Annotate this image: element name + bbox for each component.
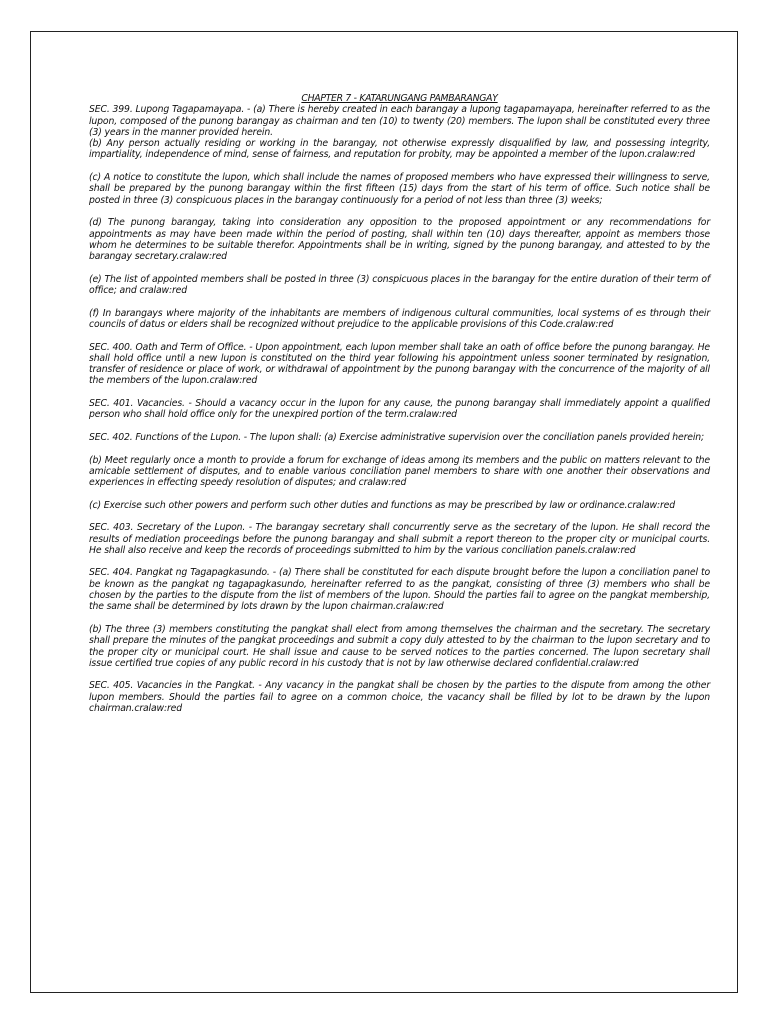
paragraph: (c) Exercise such other powers and perform such other duties and functions as may be prescribed by law or ordinance.cralaw:red [89, 499, 675, 511]
paragraph: (b) The three (3) members constituting the pangkat shall elect from among themselves the chairman and the secretary. The secretary shall prepare the minutes of the pangkat proceedings and submit a copy duly attested to by the chairman to the lupon secretary and to the proper city or municipal court. He shall issue and cause to be served notices to the parties concerned. The lupon secretary shall issue certified true copies of any public record in his custody that is not by law otherwise declared confidential.cralaw:red [89, 623, 710, 669]
paragraph: SEC. 402. Functions of the Lupon. - The lupon shall: (a) Exercise administrative supervision over the conciliation panels provided herein; [89, 431, 704, 443]
paragraph: SEC. 405. Vacancies in the Pangkat. - Any vacancy in the pangkat shall be chosen by the parties to the dispute from among the other lupon members. Should the parties fail to agree on a common choice, the vacancy shall be filled by lot to be drawn by the lupon chairman.cralaw:red [89, 680, 710, 715]
document-content [89, 93, 710, 714]
paragraph: SEC. 404. Pangkat ng Tagapagkasundo. - (a) There shall be constituted for each dispute brought before the lupon a conciliation panel to be known as the pangkat ng tagapagkasundo, hereinafter referred to as the pangkat, consisting of three (3) members who shall be chosen by the parties to the dispute from the list of members of the lupon. Should the parties fail to agree on the pangkat membership, the same shall be determined by lots drawn by the lupon chairman.cralaw:red [89, 567, 710, 613]
paragraph: SEC. 399. Lupong Tagapamayapa. - (a) There is hereby created in each barangay a lupong tagapamayapa, hereinafter referred to as the lupon, composed of the punong barangay as chairman and ten (10) to twenty (20) members. The lupon shall be constituted every three (3) years in the manner provided herein. [89, 104, 710, 138]
paragraph: (f) In barangays where majority of the inhabitants are members of indigenous cultural communities, local systems of es through their councils of datus or elders shall be recognized without prejudice to the applicable provisions of this Code.cralaw:red [89, 307, 710, 330]
paragraph: (e) The list of appointed members shall be posted in three (3) conspicuous places in the barangay for the entire duration of their term of office; and cralaw:red [89, 273, 710, 297]
paragraph-list [89, 104, 710, 714]
chapter-title: CHAPTER 7 - KATARUNGANG PAMBARANGAY [301, 93, 498, 104]
paragraph: (b) Any person actually residing or working in the barangay, not otherwise expressly disqualified by law, and possessing integrity, impartiality, independence of mind, sense of fairness, and reputation for probity, may be appointed a member of the lupon.cralaw:red [89, 138, 710, 161]
paragraph: (d) The punong barangay, taking into consideration any opposition to the proposed appointment or any recommendations for appointments as may have been made within the period of posting, shall within ten (10) days thereafter, appoint as members those whom he determines to be suitable therefor. Appointments shall be in writing, signed by the punong barangay, and attested to by the barangay secretary.cralaw:red [89, 217, 710, 263]
paragraph: SEC. 401. Vacancies. - Should a vacancy occur in the lupon for any cause, the punong barangay shall immediately appoint a qualified person who shall hold office only for the unexpired portion of the term.cralaw:red [89, 398, 710, 421]
paragraph: (b) Meet regularly once a month to provide a forum for exchange of ideas among its members and the public on matters relevant to the amicable settlement of disputes, and to enable various conciliation panel members to share with one another their observations and experiences in effecting speedy resolution of disputes; and cralaw:red [89, 454, 710, 489]
document-page [30, 31, 738, 993]
paragraph: SEC. 400. Oath and Term of Office. - Upon appointment, each lupon member shall take an oath of office before the punong barangay. He shall hold office until a new lupon is constituted on the third year following his appointment unless sooner terminated by resignation, transfer of residence or place of work, or withdrawal of appointment by the punong barangay with the concurrence of the majority of all the members of the lupon.cralaw:red [89, 341, 710, 387]
paragraph: SEC. 403. Secretary of the Lupon. - The barangay secretary shall concurrently serve as the secretary of the lupon. He shall record the results of mediation proceedings before the punong barangay and shall submit a report thereon to the proper city or municipal courts. He shall also receive and keep the records of proceedings submitted to him by the various conciliation panels.cralaw:red [89, 522, 710, 556]
paragraph: (c) A notice to constitute the lupon, which shall include the names of proposed members who have expressed their willingness to serve, shall be prepared by the punong barangay within the first fifteen (15) days from the start of his term of office. Such notice shall be posted in three (3) conspicuous places in the barangay continuously for a period of not less than three (3) weeks; [89, 172, 710, 206]
